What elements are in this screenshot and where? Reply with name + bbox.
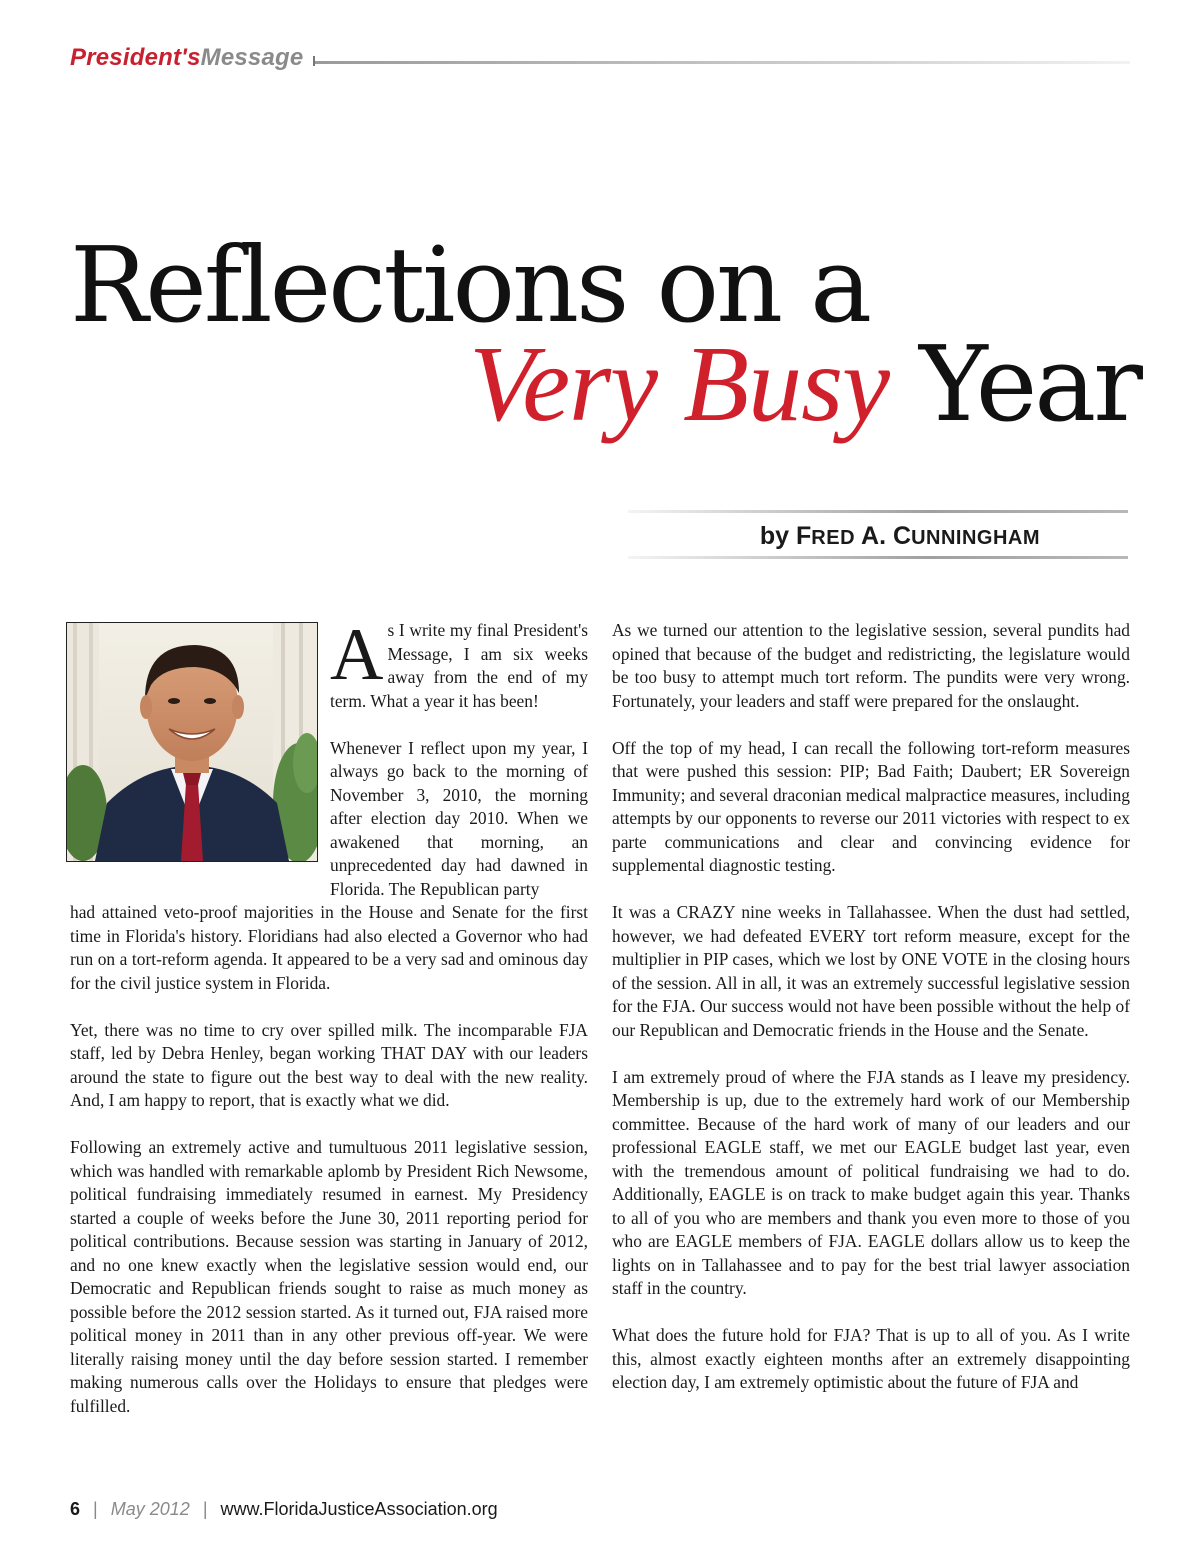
byline-author — [760, 522, 1040, 551]
section-label-president: President's — [70, 44, 201, 71]
article-left-column — [70, 901, 588, 1442]
page-footer — [70, 1499, 498, 1520]
intro-text: s I write my final President's Message, I am six weeks away from the end of my term. What a year it has been! — [330, 620, 588, 711]
website-url[interactable]: www.FloridaJusticeAssociation.org — [220, 1499, 498, 1519]
section-label-message: Message — [200, 44, 304, 71]
paragraph-3: Yet, there was no time to cry over spilled milk. The incomparable FJA staff, led by Debra Henley, began working THAT DAY with our leaders around the state to figure out the best way to deal with the new reality. And, I am happy to report, that is exactly what we did. — [70, 1019, 588, 1110]
section-header — [70, 42, 1130, 76]
article-intro-column — [330, 614, 588, 925]
section-label — [70, 44, 303, 72]
paragraph-2-part-2: had attained veto-proof majorities in the House and Senate for the first time in Florida's history. Floridians had also elected a Governor who had run on a tort-reform agenda. It appeared to be a very sad and ominous day for the civil justice system in Florida. — [70, 902, 588, 993]
author-photo — [66, 622, 318, 862]
byline-first-initial: F — [796, 522, 812, 550]
title-rest-text: Year — [919, 323, 1140, 445]
paragraph-r3: It was a CRAZY nine weeks in Tallahassee. When the dust had settled, however, we had defeated EVERY tort reform measure, except for the multiplier in PIP cases, which we lost by ONE VOTE in the closing hours of the session. All in all, it was an extremely successful legislative session for the FJA. Our success would not have been possible without the help of our Republican and Democratic friends in the House and the Senate. — [612, 902, 1130, 1040]
footer-separator-2: | — [202, 1499, 208, 1519]
byline — [628, 506, 1128, 564]
issue-date: May 2012 — [110, 1499, 190, 1519]
byline-last-rest: UNNINGHAM — [911, 527, 1040, 549]
byline-last-initial: C — [893, 522, 912, 550]
portrait-photo-icon — [67, 623, 317, 861]
footer-separator-1: | — [93, 1499, 98, 1519]
paragraph-r2: Off the top of my head, I can recall the following tort-reform measures that were pushed this session: PIP; Bad Faith; Daubert; ER Sovereign Immunity; and several draconian medical malpractice measures, including attempts by our opponents to reverse our 2011 victories with respect to ex parte communications and clear and convincing evidence for supplemental diagnostic testing. — [612, 737, 1130, 875]
paragraph-r1: As we turned our attention to the legislative session, several pundits had opined that because of the budget and redistricting, the legislature would be too busy to attempt much tort reform. The pundits were very wrong. Fortunately, your leaders and staff were prepared for the onslaught. — [612, 620, 1130, 711]
paragraph-r5: What does the future hold for FJA? That is up to all of you. As I write this, almost exactly eighteen months after an extremely disappointing election day, I am extremely optimistic about the future of FJA and — [612, 1325, 1130, 1392]
title-accent-text: Very Busy — [469, 325, 890, 444]
paragraph-r4: I am extremely proud of where the FJA stands as I leave my presidency. Membership is up, due to the extremely hard work of our Membership committee. Because of the hard work of many of our leaders and our professional EAGLE staff, we met our EAGLE budget last year, even with the tremendous amount of political fundraising we had to do. Additionally, EAGLE is on track to make budget again this year. Thanks to all of you who are members and thank you even more to those of you who are EAGLE members of FJA. EAGLE dollars allow us to keep the lights on in Tallahassee and to pay for the best trial lawyer association staff in the country. — [612, 1066, 1130, 1298]
title-line-1: Reflections on a — [70, 224, 870, 346]
byline-rule-bottom — [628, 556, 1128, 559]
title-line-2 — [469, 323, 1140, 445]
header-rule — [315, 61, 1130, 64]
paragraph-4: Following an extremely active and tumultuous 2011 legislative session, which was handled with remarkable aplomb by President Rich Newsome, political fundraising immediately resumed in earnest. My Presidency started a couple of weeks before the June 30, 2011 reporting period for political contributions. Because session was starting in January of 2012, and no one knew exactly when the legislative session would end, our Democratic and Republican friends sought to raise as much money as possible before the 2012 session started. As it turned out, FJA raised more political money in 2011 than in any other previous off-year. We were literally raising money until the day before session started. I remember making numerous calls over the Holidays to ensure that pledges were fulfilled. — [70, 1137, 588, 1416]
article-right-column — [612, 619, 1130, 1418]
byline-by: by — [759, 522, 790, 550]
intro-paragraph — [330, 614, 588, 713]
byline-middle: A. — [861, 522, 887, 550]
drop-cap: A — [330, 614, 384, 696]
byline-first-rest: RED — [811, 527, 856, 549]
page-number: 6 — [70, 1499, 81, 1519]
paragraph-2-part-1: Whenever I reflect upon my year, I always go back to the morning of November 3, 2010, the morning after election day 2010. When we awakened that morning, an unprecedented day had dawned in Florida. The Republican party — [330, 737, 588, 899]
article-title — [70, 205, 1140, 445]
byline-rule-top — [628, 510, 1128, 513]
